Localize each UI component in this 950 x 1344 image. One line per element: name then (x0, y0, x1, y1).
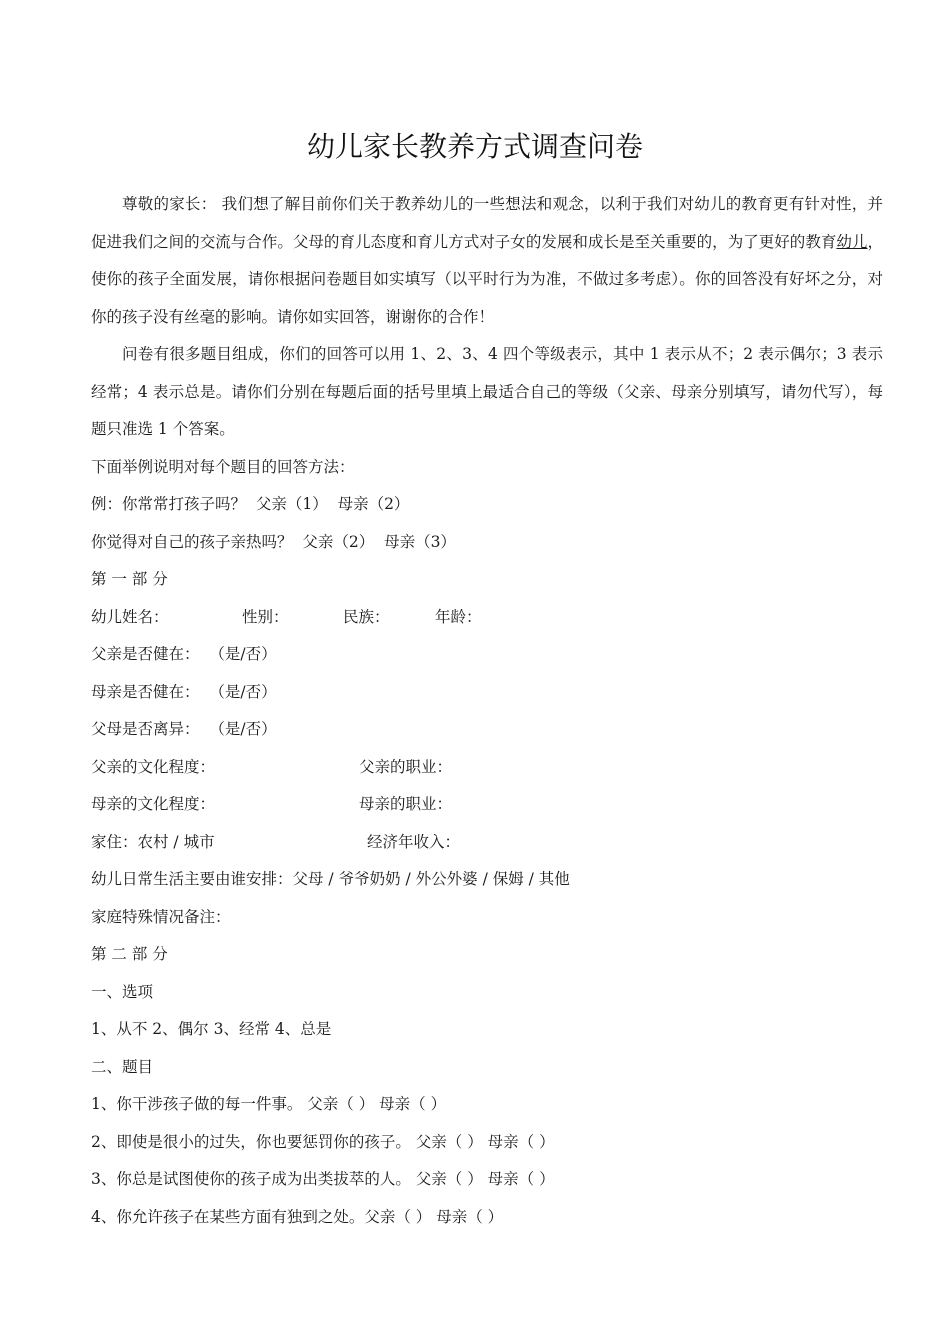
part1-heading: 第 一 部 分 (91, 570, 168, 588)
page-title: 幼儿家长教养方式调查问卷 (306, 129, 643, 163)
document-body (91, 186, 883, 1236)
mother-education-label: 母亲的文化程度： (91, 795, 216, 813)
question-item: 2、即使是很小的过失，你也要惩罚你的孩子。 父亲（ ） 母亲（ ） (91, 1132, 555, 1151)
options-heading: 一、选项 (91, 982, 154, 1001)
ethnicity-label: 民族： (343, 607, 390, 626)
mother-job-label: 母亲的职业： (359, 795, 453, 813)
residence-label: 家住：农村 / 城市 (91, 832, 215, 851)
part2-heading: 第 二 部 分 (91, 945, 168, 963)
questions-heading: 二、题目 (91, 1057, 154, 1076)
divorced-row: 父母是否离异： （是/否） (91, 720, 277, 738)
intro-paragraph-2: 问卷有很多题目组成，你们的回答可以用 1、2、3、4 四个等级表示，其中 1 表示从不；2 表示偶尔；3 表示经常；4 表示总是。请你们分别在每题后面的括号里填上最适合自己的等级（父亲、母亲分别填写，请勿代写），每题只准选 1 个答案。 (91, 345, 883, 438)
caregiver-row: 幼儿日常生活主要由谁安排：父母 / 爷爷奶奶 / 外公外婆 / 保姆 / 其他 (91, 870, 570, 888)
child-name-label: 幼儿姓名： (91, 607, 169, 626)
father-alive-row: 父亲是否健在： （是/否） (91, 645, 277, 663)
example-1: 例：你常常打孩子吗？ 父亲（1） 母亲（2） (91, 495, 410, 513)
mother-alive-row: 母亲是否健在： （是/否） (91, 682, 277, 701)
mother-info-row (91, 786, 883, 824)
intro-text-after: ，使你的孩子全面发展，请你根据问卷题目如实填写（以平时行为为准，不做过多考虑）。你的回答没有好坏之分，对你的孩子没有丝毫的影响。请你如实回答，谢谢你的合作！ (91, 232, 883, 326)
question-item: 4、你允许孩子在某些方面有独到之处。父亲（ ） 母亲（ ） (91, 1207, 504, 1226)
question-item: 3、你总是试图使你的孩子成为出类拔萃的人。 父亲（ ） 母亲（ ） (91, 1170, 555, 1188)
father-info-row (91, 749, 883, 787)
examples-heading: 下面举例说明对每个题目的回答方法： (91, 457, 355, 476)
intro-text-before: 尊敬的家长： 我们想了解目前你们关于教养幼儿的一些想法和观念，以利于我们对幼儿的教育更有针对性，并促进我们之间的交流与合作。父母的育儿态度和育儿方式对子女的发展和成长是至关重要的，为了更好的教育 (91, 195, 883, 251)
father-education-label: 父亲的文化程度： (91, 757, 216, 776)
income-label: 经济年收入： (367, 832, 461, 851)
example-2: 你觉得对自己的孩子亲热吗？ 父亲（2） 母亲（3） (91, 532, 456, 551)
age-label: 年龄： (435, 607, 482, 626)
question-item: 1、你干涉孩子做的每一件事。 父亲（ ） 母亲（ ） (91, 1095, 447, 1113)
special-notes-row: 家庭特殊情况备注： (91, 907, 231, 926)
options-line: 1、从不 2、偶尔 3、经常 4、总是 (91, 1020, 332, 1038)
residence-row (91, 824, 883, 862)
basic-info-row (91, 599, 883, 637)
father-job-label: 父亲的职业： (359, 757, 453, 776)
intro-paragraph-1 (91, 186, 883, 336)
gender-label: 性别： (242, 607, 289, 626)
link-child[interactable]: 幼儿 (836, 232, 868, 251)
